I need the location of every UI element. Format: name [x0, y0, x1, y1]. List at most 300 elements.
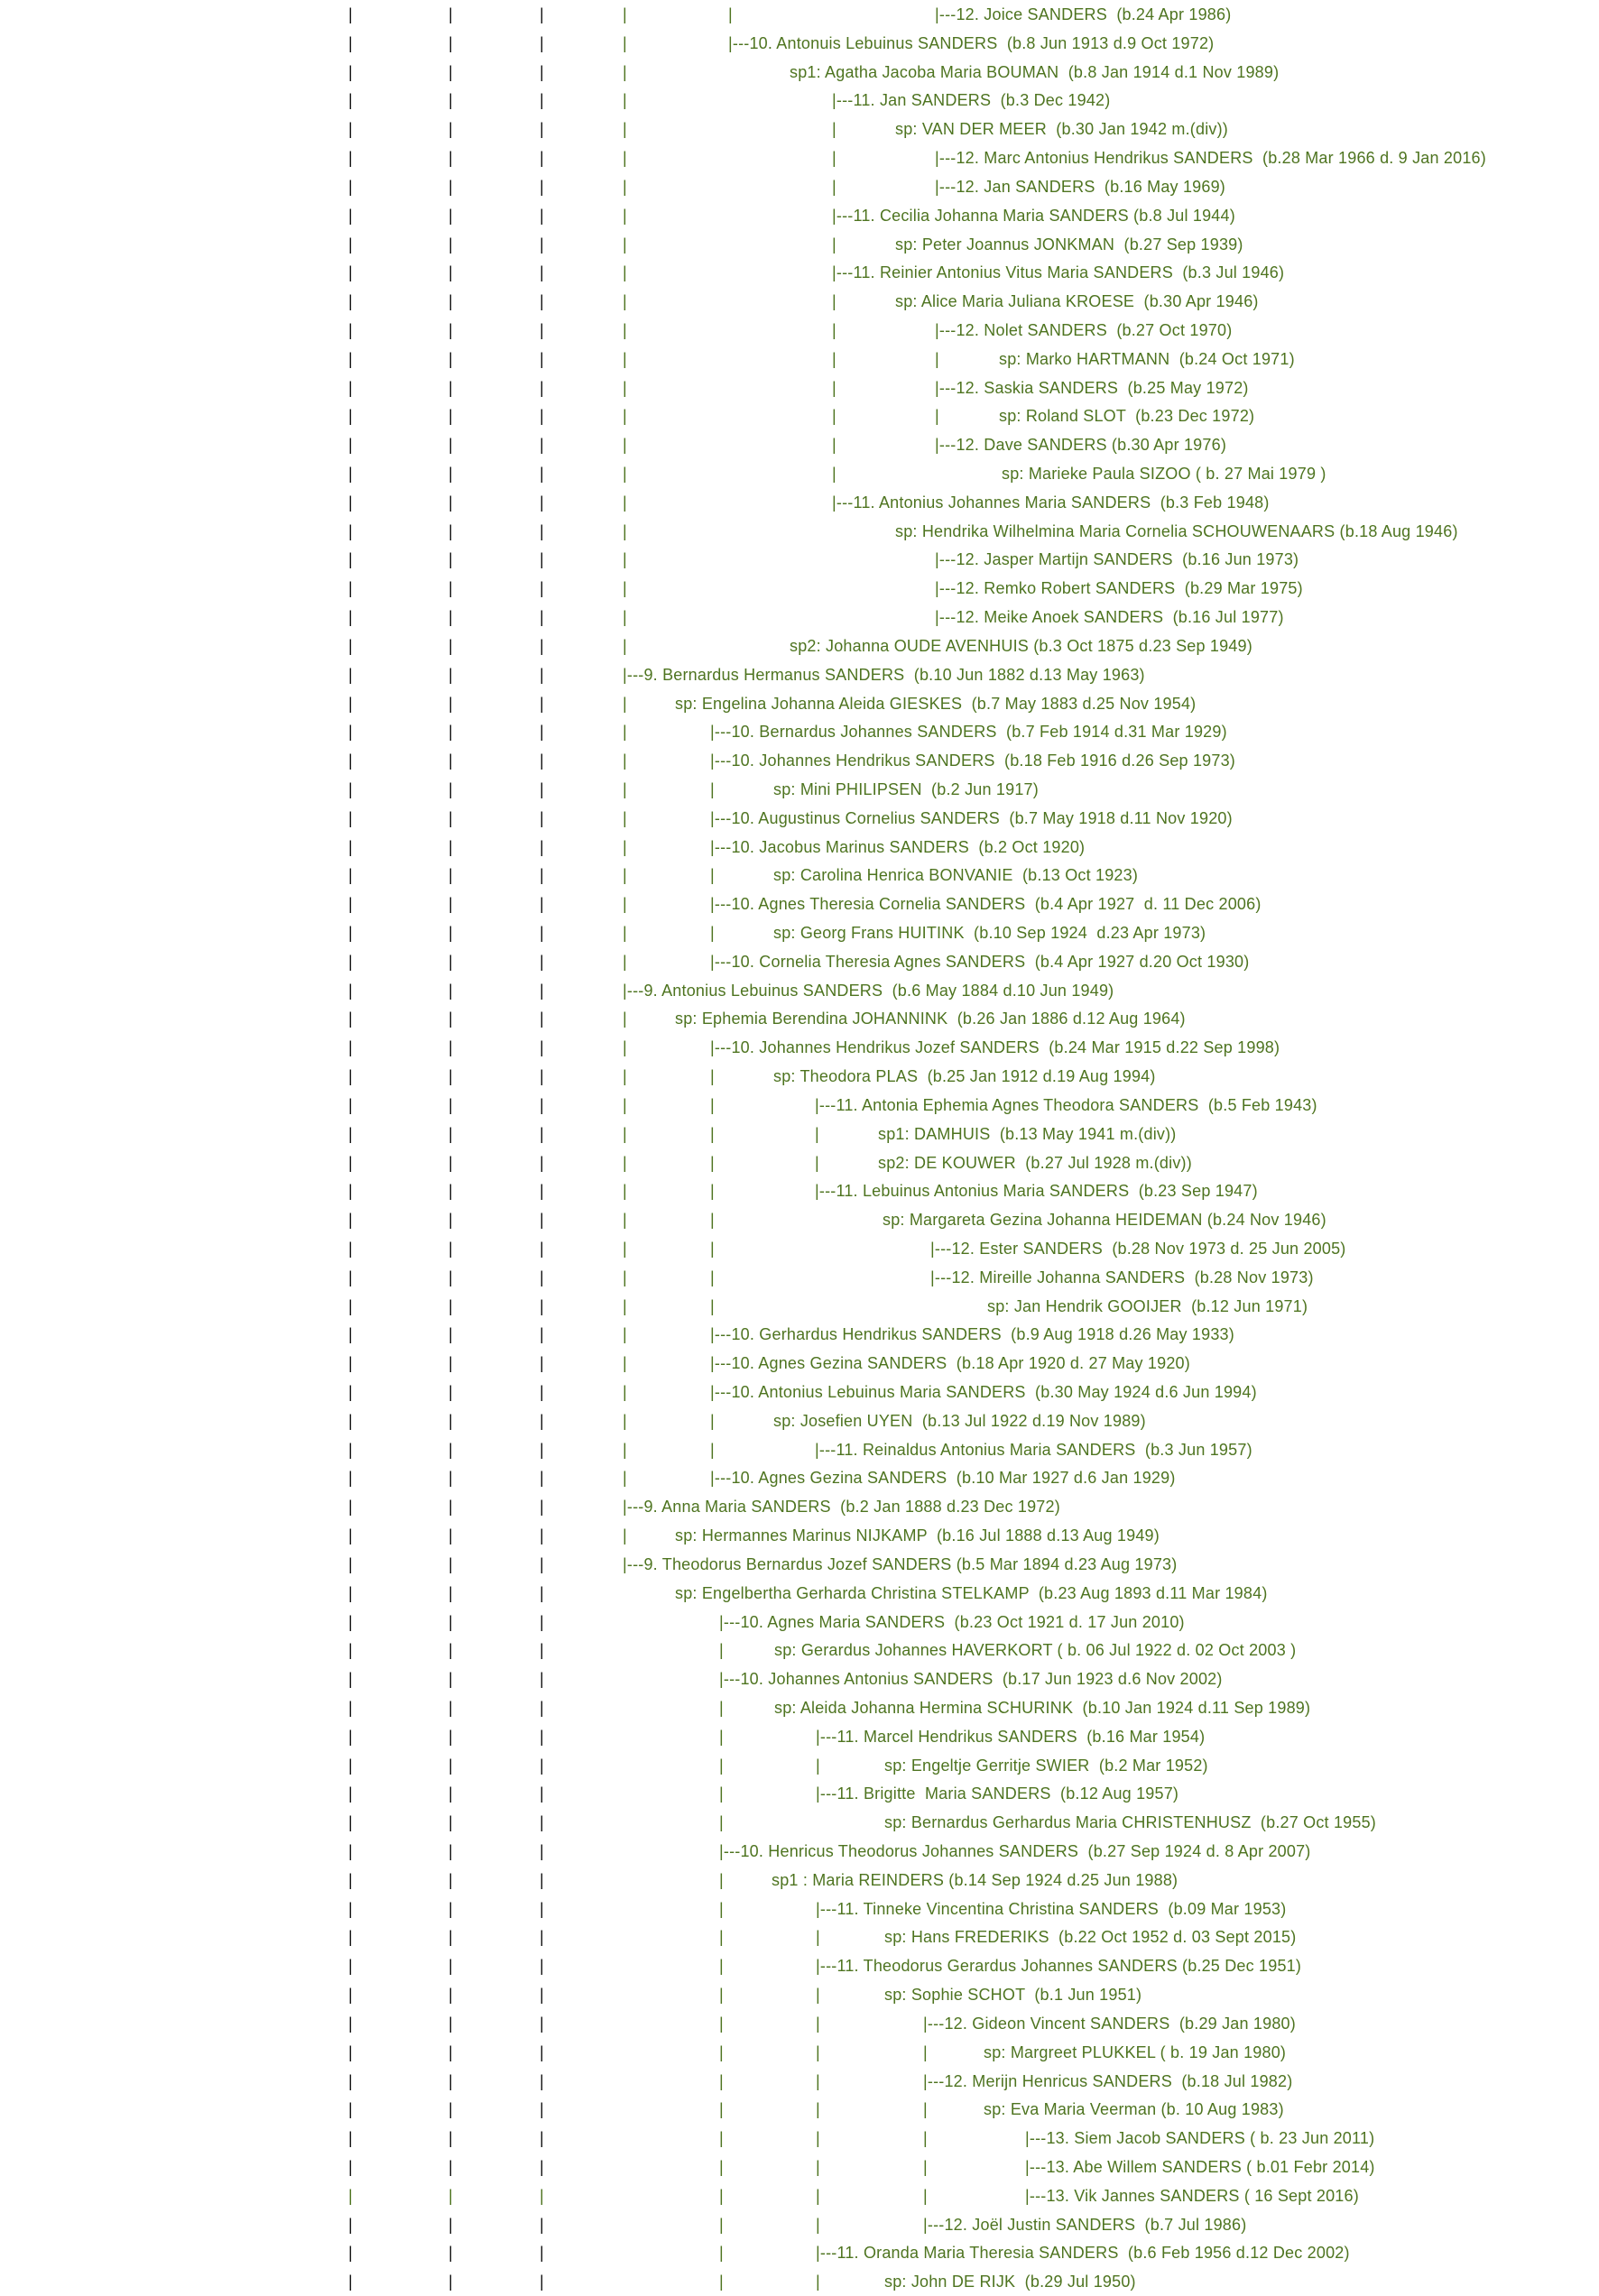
tree-line: [0, 776, 1599, 805]
tree-branch-pipe: |: [623, 206, 627, 225]
tree-branch-pipe: |: [448, 177, 453, 196]
tree-branch-pipe: |: [348, 1325, 353, 1344]
tree-line: [0, 1120, 1599, 1149]
person-entry: |---9. Anna Maria SANDERS (b.2 Jan 1888 d.23 Dec 1972): [623, 1498, 1060, 1517]
spouse-entry: sp: VAN DER MEER (b.30 Jan 1942 m.(div)): [895, 120, 1228, 139]
tree-branch-pipe: |: [540, 1296, 544, 1315]
tree-branch-pipe: |: [448, 2186, 453, 2205]
tree-branch-pipe: |: [540, 665, 544, 684]
tree-branch-pipe: |: [348, 1440, 353, 1459]
tree-line: [0, 317, 1599, 346]
tree-branch-pipe: |: [448, 2273, 453, 2291]
spouse-entry: sp: Hermannes Marinus NIJKAMP (b.16 Jul 1888 d.13 Aug 1949): [675, 1526, 1160, 1545]
tree-branch-pipe: |: [540, 1182, 544, 1201]
tree-branch-pipe: |: [448, 1095, 453, 1114]
tree-branch-pipe: |: [832, 177, 836, 196]
tree-branch-pipe: |: [832, 378, 836, 397]
tree-branch-pipe: |: [832, 120, 836, 139]
tree-line: [0, 2268, 1599, 2296]
tree-branch-pipe: |: [540, 263, 544, 282]
person-entry: |---12. Jasper Martijn SANDERS (b.16 Jun 1973): [935, 550, 1299, 569]
tree-branch-pipe: |: [540, 120, 544, 139]
person-entry: |---10. Bernardus Johannes SANDERS (b.7 Feb 1914 d.31 Mar 1929): [710, 723, 1227, 742]
tree-branch-pipe: |: [448, 91, 453, 110]
tree-branch-pipe: |: [832, 349, 836, 368]
tree-line: [0, 919, 1599, 948]
tree-branch-pipe: |: [540, 1211, 544, 1230]
tree-branch-pipe: |: [710, 1411, 715, 1430]
tree-branch-pipe: |: [816, 2186, 820, 2205]
tree-line: [0, 231, 1599, 260]
person-entry: |---12. Dave SANDERS (b.30 Apr 1976): [935, 436, 1227, 455]
person-entry: |---12. Jan SANDERS (b.16 May 1969): [935, 177, 1225, 196]
tree-branch-pipe: |: [348, 1383, 353, 1401]
spouse-entry: sp: Sophie SCHOT (b.1 Jun 1951): [884, 1986, 1142, 2005]
person-entry: |---12. Meike Anoek SANDERS (b.16 Jul 1977): [935, 608, 1284, 627]
tree-branch-pipe: |: [623, 407, 627, 426]
tree-branch-pipe: |: [448, 1698, 453, 1717]
tree-branch-pipe: |: [448, 837, 453, 856]
tree-branch-pipe: |: [348, 752, 353, 770]
tree-branch-pipe: |: [540, 1354, 544, 1373]
tree-line: [0, 402, 1599, 431]
tree-line: [0, 1206, 1599, 1235]
tree-line: [0, 575, 1599, 604]
tree-line: [0, 202, 1599, 231]
tree-branch-pipe: |: [540, 1038, 544, 1057]
spouse-entry: sp: Carolina Henrica BONVANIE (b.13 Oct 1923): [773, 866, 1139, 885]
tree-branch-pipe: |: [448, 2042, 453, 2061]
tree-branch-pipe: |: [832, 292, 836, 311]
tree-branch-pipe: |: [719, 2129, 724, 2148]
tree-branch-pipe: |: [448, 349, 453, 368]
tree-branch-pipe: |: [719, 2157, 724, 2176]
tree-branch-pipe: |: [448, 952, 453, 971]
person-entry: |---12. Marc Antonius Hendrikus SANDERS (b.28 Mar 1966 d. 9 Jan 2016): [935, 149, 1486, 168]
tree-branch-pipe: |: [540, 436, 544, 455]
tree-branch-pipe: |: [540, 378, 544, 397]
tree-branch-pipe: |: [540, 465, 544, 483]
person-entry: |---10. Agnes Gezina SANDERS (b.18 Apr 1920 d. 27 May 1920): [710, 1354, 1190, 1373]
tree-branch-pipe: |: [348, 1498, 353, 1517]
tree-branch-pipe: |: [448, 723, 453, 742]
tree-branch-pipe: |: [623, 1095, 627, 1114]
tree-branch-pipe: |: [540, 1899, 544, 1918]
tree-branch-pipe: |: [348, 1583, 353, 1602]
tree-line: [0, 2010, 1599, 2039]
tree-branch-pipe: |: [540, 579, 544, 598]
tree-branch-pipe: |: [348, 837, 353, 856]
tree-branch-pipe: |: [348, 235, 353, 254]
tree-branch-pipe: |: [448, 1010, 453, 1028]
tree-branch-pipe: |: [816, 2100, 820, 2119]
tree-branch-pipe: |: [348, 1842, 353, 1860]
tree-branch-pipe: |: [448, 1784, 453, 1803]
tree-line: [0, 288, 1599, 317]
tree-branch-pipe: |: [623, 465, 627, 483]
tree-line: [0, 1809, 1599, 1838]
tree-branch-pipe: |: [448, 665, 453, 684]
tree-line: [0, 1752, 1599, 1781]
spouse-entry: sp: Marieke Paula SIZOO ( b. 27 Mai 1979 ): [1002, 465, 1326, 483]
tree-branch-pipe: |: [348, 1268, 353, 1286]
tree-line: [0, 747, 1599, 776]
tree-branch-pipe: |: [719, 2042, 724, 2061]
tree-branch-pipe: |: [540, 1986, 544, 2005]
tree-branch-pipe: |: [815, 1124, 819, 1143]
tree-line: [0, 632, 1599, 661]
tree-branch-pipe: |: [540, 1067, 544, 1086]
tree-line: [0, 1665, 1599, 1694]
tree-branch-pipe: |: [540, 1612, 544, 1631]
tree-branch-pipe: |: [816, 1756, 820, 1775]
tree-line: [0, 460, 1599, 489]
tree-branch-pipe: |: [540, 521, 544, 540]
tree-branch-pipe: |: [710, 866, 715, 885]
tree-line: [0, 1838, 1599, 1867]
tree-branch-pipe: |: [540, 1268, 544, 1286]
tree-branch-pipe: |: [448, 808, 453, 827]
tree-branch-pipe: |: [348, 1010, 353, 1028]
tree-branch-pipe: |: [935, 407, 939, 426]
tree-branch-pipe: |: [348, 1296, 353, 1315]
tree-line: [0, 1235, 1599, 1264]
tree-line: [0, 718, 1599, 747]
tree-branch-pipe: |: [348, 1182, 353, 1201]
tree-branch-pipe: |: [348, 636, 353, 655]
tree-branch-pipe: |: [540, 1153, 544, 1172]
tree-line: [0, 1, 1599, 30]
tree-line: [0, 834, 1599, 862]
person-entry: |---11. Antonia Ephemia Agnes Theodora SANDERS (b.5 Feb 1943): [815, 1095, 1317, 1114]
tree-line: [0, 546, 1599, 575]
spouse-entry: sp: John DE RIJK (b.29 Jul 1950): [884, 2273, 1136, 2291]
tree-branch-pipe: |: [816, 2014, 820, 2033]
tree-line: [0, 2096, 1599, 2125]
tree-branch-pipe: |: [623, 493, 627, 512]
tree-branch-pipe: |: [710, 1153, 715, 1172]
tree-branch-pipe: |: [719, 2215, 724, 2234]
tree-branch-pipe: |: [448, 1870, 453, 1889]
tree-branch-pipe: |: [540, 1583, 544, 1602]
tree-branch-pipe: |: [540, 752, 544, 770]
tree-branch-pipe: |: [448, 292, 453, 311]
tree-branch-pipe: |: [623, 521, 627, 540]
tree-branch-pipe: |: [623, 5, 627, 23]
tree-branch-pipe: |: [728, 5, 733, 23]
spouse-entry: sp2: Johanna OUDE AVENHUIS (b.3 Oct 1875 d.23 Sep 1949): [790, 636, 1252, 655]
tree-line: [0, 805, 1599, 834]
person-entry: |---13. Abe Willem SANDERS ( b.01 Febr 2014): [1025, 2157, 1375, 2176]
tree-branch-pipe: |: [623, 91, 627, 110]
tree-line: [0, 977, 1599, 1006]
tree-branch-pipe: |: [540, 895, 544, 914]
tree-branch-pipe: |: [448, 1670, 453, 1689]
tree-branch-pipe: |: [540, 62, 544, 81]
tree-branch-pipe: |: [540, 1498, 544, 1517]
tree-branch-pipe: |: [540, 2071, 544, 2090]
tree-branch-pipe: |: [348, 407, 353, 426]
tree-branch-pipe: |: [540, 1727, 544, 1746]
tree-line: [0, 862, 1599, 890]
tree-branch-pipe: |: [448, 1813, 453, 1832]
tree-branch-pipe: |: [348, 120, 353, 139]
tree-branch-pipe: |: [623, 1038, 627, 1057]
tree-branch-pipe: |: [348, 952, 353, 971]
tree-branch-pipe: |: [923, 2129, 928, 2148]
tree-branch-pipe: |: [540, 2014, 544, 2033]
tree-branch-pipe: |: [348, 981, 353, 1000]
tree-branch-pipe: |: [448, 1296, 453, 1315]
tree-line: [0, 1034, 1599, 1063]
tree-branch-pipe: |: [448, 1182, 453, 1201]
tree-branch-pipe: |: [448, 1440, 453, 1459]
tree-branch-pipe: |: [816, 2129, 820, 2148]
tree-branch-pipe: |: [348, 1354, 353, 1373]
tree-branch-pipe: |: [540, 1756, 544, 1775]
tree-branch-pipe: |: [448, 1957, 453, 1976]
tree-line: [0, 948, 1599, 977]
tree-branch-pipe: |: [923, 2042, 928, 2061]
tree-branch-pipe: |: [448, 1526, 453, 1545]
tree-branch-pipe: |: [348, 2186, 353, 2205]
tree-branch-pipe: |: [540, 1010, 544, 1028]
tree-branch-pipe: |: [448, 465, 453, 483]
tree-branch-pipe: |: [348, 1153, 353, 1172]
tree-branch-pipe: |: [540, 1813, 544, 1832]
tree-line: [0, 2239, 1599, 2268]
tree-branch-pipe: |: [832, 320, 836, 339]
tree-branch-pipe: |: [348, 2100, 353, 2119]
tree-branch-pipe: |: [623, 33, 627, 52]
person-entry: |---10. Johannes Hendrikus SANDERS (b.18 Feb 1916 d.26 Sep 1973): [710, 752, 1235, 770]
tree-branch-pipe: |: [540, 149, 544, 168]
tree-branch-pipe: |: [448, 1153, 453, 1172]
person-entry: |---11. Jan SANDERS (b.3 Dec 1942): [832, 91, 1111, 110]
tree-line: [0, 1350, 1599, 1379]
tree-branch-pipe: |: [540, 2157, 544, 2176]
tree-branch-pipe: |: [448, 636, 453, 655]
tree-branch-pipe: |: [448, 1842, 453, 1860]
tree-branch-pipe: |: [540, 493, 544, 512]
tree-branch-pipe: |: [710, 1124, 715, 1143]
person-entry: |---10. Johannes Antonius SANDERS (b.17 Jun 1923 d.6 Nov 2002): [719, 1670, 1223, 1689]
tree-branch-pipe: |: [540, 952, 544, 971]
tree-branch-pipe: |: [623, 1211, 627, 1230]
tree-branch-pipe: |: [540, 779, 544, 798]
person-entry: |---10. Antonius Lebuinus Maria SANDERS (b.30 May 1924 d.6 Jun 1994): [710, 1383, 1257, 1401]
tree-branch-pipe: |: [623, 579, 627, 598]
tree-branch-pipe: |: [348, 2129, 353, 2148]
tree-line: [0, 1464, 1599, 1493]
person-entry: |---10. Gerhardus Hendrikus SANDERS (b.9 Aug 1918 d.26 May 1933): [710, 1325, 1234, 1344]
tree-branch-pipe: |: [448, 1612, 453, 1631]
tree-branch-pipe: |: [935, 349, 939, 368]
tree-line: [0, 115, 1599, 144]
tree-line: [0, 489, 1599, 518]
tree-branch-pipe: |: [719, 2100, 724, 2119]
tree-branch-pipe: |: [623, 292, 627, 311]
tree-branch-pipe: |: [623, 177, 627, 196]
tree-branch-pipe: |: [348, 1469, 353, 1488]
tree-branch-pipe: |: [540, 5, 544, 23]
tree-branch-pipe: |: [348, 665, 353, 684]
person-entry: |---12. Gideon Vincent SANDERS (b.29 Jan 1980): [923, 2014, 1296, 2033]
tree-branch-pipe: |: [348, 149, 353, 168]
tree-branch-pipe: |: [448, 263, 453, 282]
tree-branch-pipe: |: [540, 91, 544, 110]
tree-branch-pipe: |: [719, 1899, 724, 1918]
tree-branch-pipe: |: [448, 2215, 453, 2234]
person-entry: |---12. Saskia SANDERS (b.25 May 1972): [935, 378, 1249, 397]
tree-branch-pipe: |: [623, 378, 627, 397]
tree-branch-pipe: |: [448, 1583, 453, 1602]
tree-branch-pipe: |: [540, 866, 544, 885]
tree-branch-pipe: |: [448, 550, 453, 569]
tree-branch-pipe: |: [448, 1469, 453, 1488]
tree-branch-pipe: |: [623, 924, 627, 942]
tree-line: [0, 87, 1599, 115]
tree-branch-pipe: |: [348, 1813, 353, 1832]
tree-branch-pipe: |: [710, 1095, 715, 1114]
tree-branch-pipe: |: [448, 608, 453, 627]
tree-branch-pipe: |: [348, 1986, 353, 2005]
tree-branch-pipe: |: [448, 120, 453, 139]
tree-branch-pipe: |: [448, 1498, 453, 1517]
tree-branch-pipe: |: [923, 2157, 928, 2176]
tree-branch-pipe: |: [348, 493, 353, 512]
tree-branch-pipe: |: [448, 2014, 453, 2033]
tree-branch-pipe: |: [348, 1554, 353, 1573]
tree-branch-pipe: |: [832, 149, 836, 168]
tree-branch-pipe: |: [540, 1870, 544, 1889]
tree-branch-pipe: |: [348, 320, 353, 339]
tree-branch-pipe: |: [448, 1383, 453, 1401]
tree-branch-pipe: |: [448, 33, 453, 52]
spouse-entry: sp: Aleida Johanna Hermina SCHURINK (b.10 Jan 1924 d.11 Sep 1989): [774, 1698, 1311, 1717]
tree-line: [0, 1493, 1599, 1522]
tree-branch-pipe: |: [448, 493, 453, 512]
tree-branch-pipe: |: [816, 2071, 820, 2090]
person-entry: |---12. Nolet SANDERS (b.27 Oct 1970): [935, 320, 1233, 339]
tree-line: [0, 1694, 1599, 1723]
tree-branch-pipe: |: [719, 1641, 724, 1660]
tree-line: [0, 518, 1599, 547]
tree-line: [0, 1895, 1599, 1924]
person-entry: |---10. Cornelia Theresia Agnes SANDERS (b.4 Apr 1927 d.20 Oct 1930): [710, 952, 1250, 971]
tree-branch-pipe: |: [348, 1239, 353, 1258]
person-entry: |---11. Reinaldus Antonius Maria SANDERS (b.3 Jun 1957): [815, 1440, 1252, 1459]
tree-branch-pipe: |: [623, 1526, 627, 1545]
tree-branch-pipe: |: [540, 1641, 544, 1660]
tree-branch-pipe: |: [448, 2244, 453, 2263]
tree-branch-pipe: |: [348, 924, 353, 942]
tree-branch-pipe: |: [348, 263, 353, 282]
tree-branch-pipe: |: [623, 1469, 627, 1488]
spouse-entry: sp: Jan Hendrik GOOIJER (b.12 Jun 1971): [987, 1296, 1308, 1315]
spouse-entry: sp: Mini PHILIPSEN (b.2 Jun 1917): [773, 779, 1039, 798]
tree-branch-pipe: |: [540, 2042, 544, 2061]
spouse-entry: sp: Alice Maria Juliana KROESE (b.30 Apr 1946): [895, 292, 1259, 311]
tree-branch-pipe: |: [348, 1612, 353, 1631]
tree-branch-pipe: |: [348, 1784, 353, 1803]
tree-branch-pipe: |: [540, 550, 544, 569]
tree-line: [0, 59, 1599, 88]
tree-line: [0, 374, 1599, 403]
tree-branch-pipe: |: [540, 1957, 544, 1976]
tree-branch-pipe: |: [348, 206, 353, 225]
tree-branch-pipe: |: [348, 895, 353, 914]
tree-branch-pipe: |: [448, 1067, 453, 1086]
tree-branch-pipe: |: [719, 2071, 724, 2090]
tree-branch-pipe: |: [623, 752, 627, 770]
tree-branch-pipe: |: [448, 1354, 453, 1373]
tree-branch-pipe: |: [348, 62, 353, 81]
tree-branch-pipe: |: [623, 320, 627, 339]
tree-line: [0, 890, 1599, 919]
tree-branch-pipe: |: [448, 436, 453, 455]
tree-branch-pipe: |: [623, 149, 627, 168]
tree-branch-pipe: |: [348, 1526, 353, 1545]
tree-branch-pipe: |: [348, 808, 353, 827]
tree-branch-pipe: |: [448, 924, 453, 942]
tree-line: [0, 2125, 1599, 2153]
person-entry: |---12. Merijn Henricus SANDERS (b.18 Jul 1982): [923, 2071, 1293, 2090]
tree-branch-pipe: |: [448, 1124, 453, 1143]
tree-branch-pipe: |: [719, 1870, 724, 1889]
tree-branch-pipe: |: [348, 1067, 353, 1086]
spouse-entry: sp: Eva Maria Veerman (b. 10 Aug 1983): [984, 2100, 1284, 2119]
tree-branch-pipe: |: [448, 2100, 453, 2119]
person-entry: |---13. Vik Jannes SANDERS ( 16 Sept 2016): [1025, 2186, 1359, 2205]
tree-line: [0, 1522, 1599, 1551]
tree-branch-pipe: |: [348, 1870, 353, 1889]
tree-branch-pipe: |: [540, 1784, 544, 1803]
tree-branch-pipe: |: [623, 1067, 627, 1086]
tree-branch-pipe: |: [348, 694, 353, 713]
tree-branch-pipe: |: [623, 62, 627, 81]
tree-branch-pipe: |: [710, 924, 715, 942]
tree-branch-pipe: |: [448, 1928, 453, 1947]
tree-branch-pipe: |: [448, 981, 453, 1000]
person-entry: |---12. Remko Robert SANDERS (b.29 Mar 1975): [935, 579, 1303, 598]
tree-branch-pipe: |: [448, 206, 453, 225]
tree-branch-pipe: |: [816, 2157, 820, 2176]
person-entry: |---12. Joël Justin SANDERS (b.7 Jul 1986): [923, 2215, 1247, 2234]
tree-line: [0, 2211, 1599, 2240]
tree-branch-pipe: |: [348, 1211, 353, 1230]
tree-branch-pipe: |: [623, 1383, 627, 1401]
person-entry: |---10. Agnes Maria SANDERS (b.23 Oct 1921 d. 17 Jun 2010): [719, 1612, 1185, 1631]
spouse-entry: sp1: Agatha Jacoba Maria BOUMAN (b.8 Jan 1914 d.1 Nov 1989): [790, 62, 1280, 81]
tree-branch-pipe: |: [348, 1411, 353, 1430]
tree-branch-pipe: |: [448, 5, 453, 23]
spouse-entry: sp: Josefien UYEN (b.13 Jul 1922 d.19 Nov 1989): [773, 1411, 1146, 1430]
tree-branch-pipe: |: [540, 206, 544, 225]
tree-line: [0, 259, 1599, 288]
tree-branch-pipe: |: [623, 1354, 627, 1373]
tree-line: [0, 1177, 1599, 1206]
tree-branch-pipe: |: [448, 320, 453, 339]
tree-branch-pipe: |: [540, 1928, 544, 1947]
tree-branch-pipe: |: [719, 1727, 724, 1746]
tree-branch-pipe: |: [448, 1268, 453, 1286]
tree-line: [0, 690, 1599, 719]
person-entry: |---11. Cecilia Johanna Maria SANDERS (b.8 Jul 1944): [832, 206, 1235, 225]
tree-line: [0, 1923, 1599, 1952]
tree-branch-pipe: |: [448, 1211, 453, 1230]
tree-branch-pipe: |: [719, 1813, 724, 1832]
